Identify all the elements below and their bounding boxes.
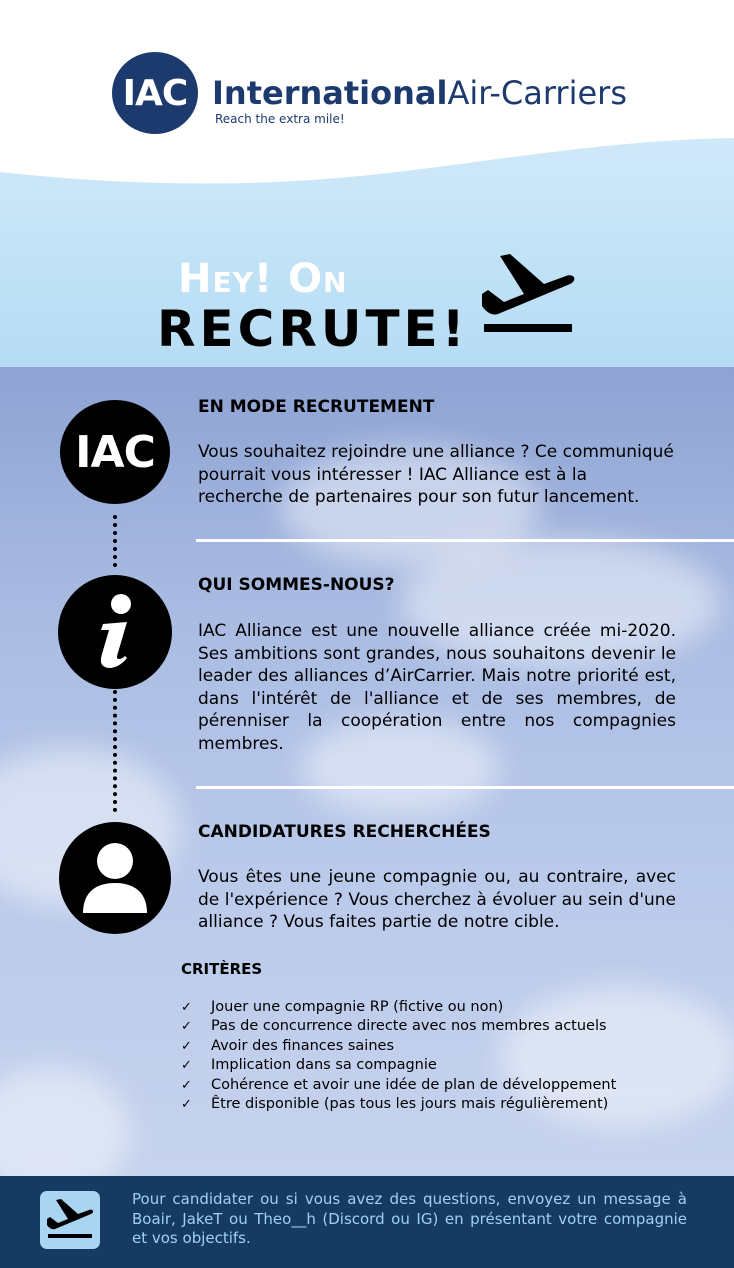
criteria-list — [181, 999, 616, 1115]
iac-logo — [112, 52, 198, 134]
list-item — [181, 1018, 616, 1037]
footer-contact-text: Pour candidater ou si vous avez des questions, envoyez un message à Boair, JakeT ou Theo__h (Discord ou IG) en présentant votre compagnie et vos objectifs. — [132, 1190, 687, 1247]
footer-plane-glyph — [45, 1198, 95, 1242]
list-item — [181, 1096, 616, 1115]
user-icon — [59, 822, 171, 934]
info-glyph — [85, 592, 145, 672]
cloud-decoration — [0, 1067, 130, 1176]
headline-top: Hey! On — [178, 256, 348, 302]
criteria-title: CRITÈRES — [181, 960, 263, 978]
brand-name-light: Air-Carriers — [447, 74, 627, 112]
list-item — [181, 1057, 616, 1076]
check-icon: ✓ — [181, 1096, 192, 1112]
section-text: Vous souhaitez rejoindre une alliance ? Ce communiqué pourrait vous intéresser ! IAC Alliance est à la recherche de partenaires pour son futur lancement. — [198, 442, 674, 507]
dotted-connector — [113, 515, 117, 567]
criteria-item-text: Pas de concurrence directe avec nos membres actuels — [211, 1018, 607, 1035]
headline-bottom: RECRUTE! — [157, 300, 469, 358]
user-glyph — [75, 841, 155, 915]
airplane-takeoff-icon — [40, 1191, 100, 1249]
section-divider — [196, 539, 734, 542]
check-icon: ✓ — [181, 1058, 192, 1074]
list-item — [181, 999, 616, 1018]
check-icon: ✓ — [181, 1038, 192, 1054]
criteria-item-text: Avoir des finances saines — [211, 1037, 394, 1054]
section-divider — [196, 786, 734, 789]
section-title: CANDIDATURES RECHERCHÉES — [198, 822, 491, 842]
logo-mark-text: IAC — [122, 72, 188, 114]
section-text: Vous êtes une jeune compagnie ou, au contraire, avec de l'expérience ? Vous cherchez à évoluer au sein d'une alliance ? Vous faites partie de notre cible. — [198, 867, 676, 932]
info-icon — [58, 575, 172, 689]
dotted-connector — [113, 690, 117, 812]
criteria-item-text: Jouer une compagnie RP (fictive ou non) — [211, 999, 504, 1015]
criteria-item-text: Être disponible (pas tous les jours mais régulièrement) — [211, 1095, 609, 1112]
criteria-item-text: Cohérence et avoir une idée de plan de développement — [211, 1076, 617, 1093]
footer — [0, 1176, 734, 1268]
check-icon: ✓ — [181, 1019, 192, 1035]
check-icon: ✓ — [181, 1077, 192, 1093]
brand-name — [212, 74, 627, 112]
airplane-takeoff-icon — [478, 252, 578, 340]
list-item — [181, 1077, 616, 1096]
content-area — [0, 367, 734, 1176]
list-item — [181, 1038, 616, 1057]
section-text: IAC Alliance est une nouvelle alliance créée mi-2020. Ses ambitions sont grandes, nous souhaitons devenir le leader des alliances d’AirCarrier. Mais notre priorité est, dans l'intérêt de l'alliance et de ses membres, de pérenniser la coopération entre nos compagnies membres. — [198, 621, 676, 754]
check-icon: ✓ — [181, 1000, 192, 1015]
section-icon-text: IAC — [75, 426, 155, 478]
criteria-item-text: Implication dans sa compagnie — [211, 1057, 437, 1074]
iac-logo-icon — [60, 400, 170, 504]
brand-name-bold: International — [212, 74, 448, 112]
brand-tagline: Reach the extra mile! — [215, 112, 345, 126]
section-title: QUI SOMMES-NOUS? — [198, 575, 395, 595]
section-title: EN MODE RECRUTEMENT — [198, 397, 435, 417]
header-banner — [0, 0, 734, 370]
